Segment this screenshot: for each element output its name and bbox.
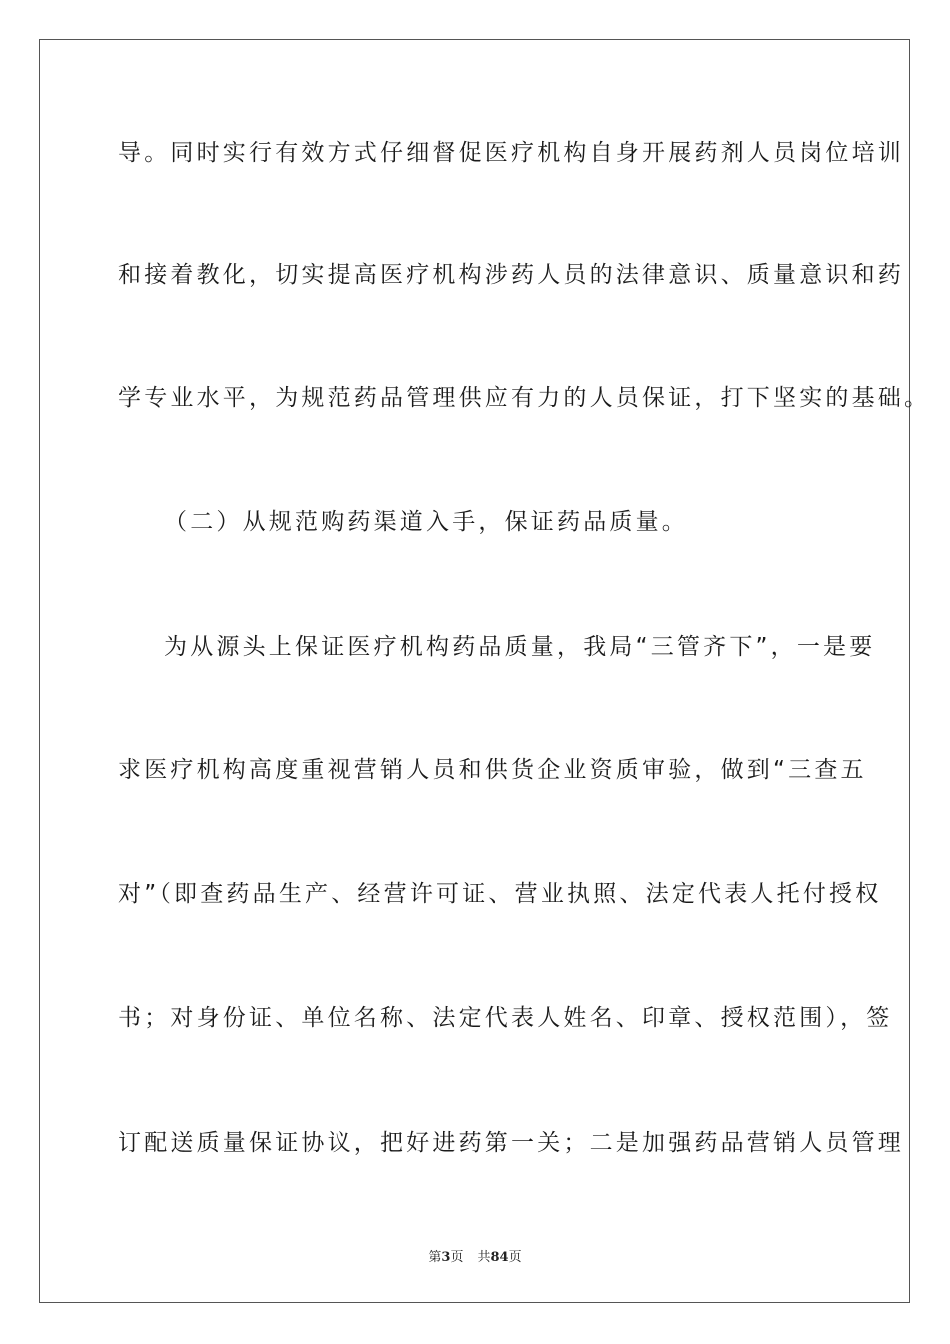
footer-total-prefix: 共: [477, 1250, 491, 1265]
body-text-line-6: 求医疗机构高度重视营销人员和供货企业资质审验，做到“三查五: [118, 757, 867, 783]
body-text-line-7: 对”（即查药品生产、经营许可证、营业执照、法定代表人托付授权: [118, 881, 882, 907]
footer-total-suffix: 页: [508, 1250, 522, 1265]
body-text-line-8: 书；对身份证、单位名称、法定代表人姓名、印章、授权范围），签: [118, 1005, 893, 1031]
footer-page-prefix: 第: [428, 1250, 442, 1265]
section-heading: （二）从规范购药渠道入手，保证药品质量。: [164, 509, 688, 535]
page-border: [39, 39, 931, 1303]
body-text-line-2: 和接着教化，切实提高医疗机构涉药人员的法律意识、质量意识和药: [118, 262, 904, 288]
footer-page-suffix: 页: [450, 1250, 464, 1265]
body-text-line-3: 学专业水平，为规范药品管理供应有力的人员保证，打下坚实的基础。: [118, 385, 931, 411]
body-text-line-5: 为从源头上保证医疗机构药品质量，我局“三管齐下”，一是要: [164, 634, 876, 660]
body-text-line-1: 导。同时实行有效方式仔细督促医疗机构自身开展药剂人员岗位培训: [118, 140, 904, 166]
body-text-line-9: 订配送质量保证协议，把好进药第一关；二是加强药品营销人员管理: [118, 1130, 904, 1156]
page-footer: [0, 1246, 950, 1265]
footer-total-pages: 84: [490, 1250, 509, 1265]
footer-page-number: 3: [441, 1250, 451, 1265]
